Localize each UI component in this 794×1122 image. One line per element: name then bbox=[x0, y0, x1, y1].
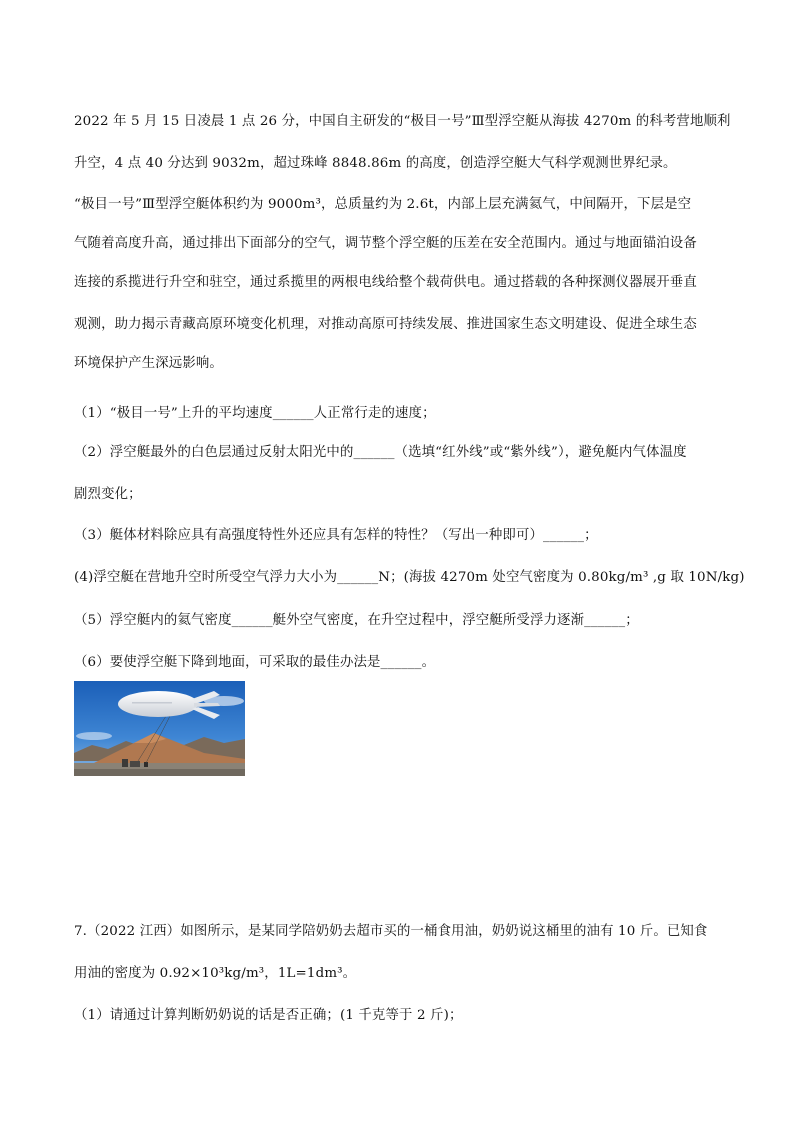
question-2-line-2: 剧烈变化； bbox=[74, 487, 142, 502]
question-1: （1）“极目一号”上升的平均速度______人正常行走的速度； bbox=[74, 406, 436, 421]
problem-7-question-1: （1）请通过计算判断奶奶说的话是否正确；(1 千克等于 2 斤)； bbox=[74, 1008, 463, 1023]
intro-line-2: 升空，4 点 40 分达到 9032m，超过珠峰 8848.86m 的高度，创造浮空艇大气科学观测世界纪录。 bbox=[74, 156, 677, 171]
intro-line-4: 气随着高度升高，通过排出下面部分的空气，调节整个浮空艇的压差在安全范围内。通过与地面锚泊设备 bbox=[74, 236, 697, 251]
question-6: （6）要使浮空艇下降到地面，可采取的最佳办法是______。 bbox=[74, 655, 436, 670]
intro-line-6: 观测，助力揭示青藏高原环境变化机理，对推动高原可持续发展、推进国家生态文明建设、促进全球生态 bbox=[74, 317, 697, 332]
question-2-line-1: （2）浮空艇最外的白色层通过反射太阳光中的______（选填“红外线”或“紫外线”），避免艇内气体温度 bbox=[74, 445, 687, 460]
question-5: （5）浮空艇内的氦气密度______艇外空气密度，在升空过程中，浮空艇所受浮力逐渐______； bbox=[74, 613, 639, 628]
intro-line-1: 2022 年 5 月 15 日凌晨 1 点 26 分，中国自主研发的“极目一号”Ⅲ型浮空艇从海拔 4270m 的科考营地顺利 bbox=[74, 114, 731, 129]
intro-line-5: 连接的系揽进行升空和驻空，通过系揽里的两根电线给整个载荷供电。通过搭载的各种探测仪器展开垂直 bbox=[74, 275, 697, 290]
airship-photo bbox=[74, 681, 245, 776]
intro-line-3: “极目一号”Ⅲ型浮空艇体积约为 9000m³，总质量约为 2.6t，内部上层充满氦气，中间隔开，下层是空 bbox=[74, 197, 692, 212]
question-3: （3）艇体材料除应具有高强度特性外还应具有怎样的特性？（写出一种即可）______； bbox=[74, 528, 598, 543]
problem-7-line-1: 7.（2022 江西）如图所示，是某同学陪奶奶去超市买的一桶食用油，奶奶说这桶里的油有 10 斤。已知食 bbox=[74, 924, 708, 939]
intro-line-7: 环境保护产生深远影响。 bbox=[74, 356, 223, 371]
question-4: (4)浮空艇在营地升空时所受空气浮力大小为______N；(海拔 4270m 处空气密度为 0.80kg/m³ ,g 取 10N/kg) bbox=[74, 570, 745, 585]
problem-7-line-2: 用油的密度为 0.92×10³kg/m³，1L=1dm³。 bbox=[74, 966, 357, 981]
